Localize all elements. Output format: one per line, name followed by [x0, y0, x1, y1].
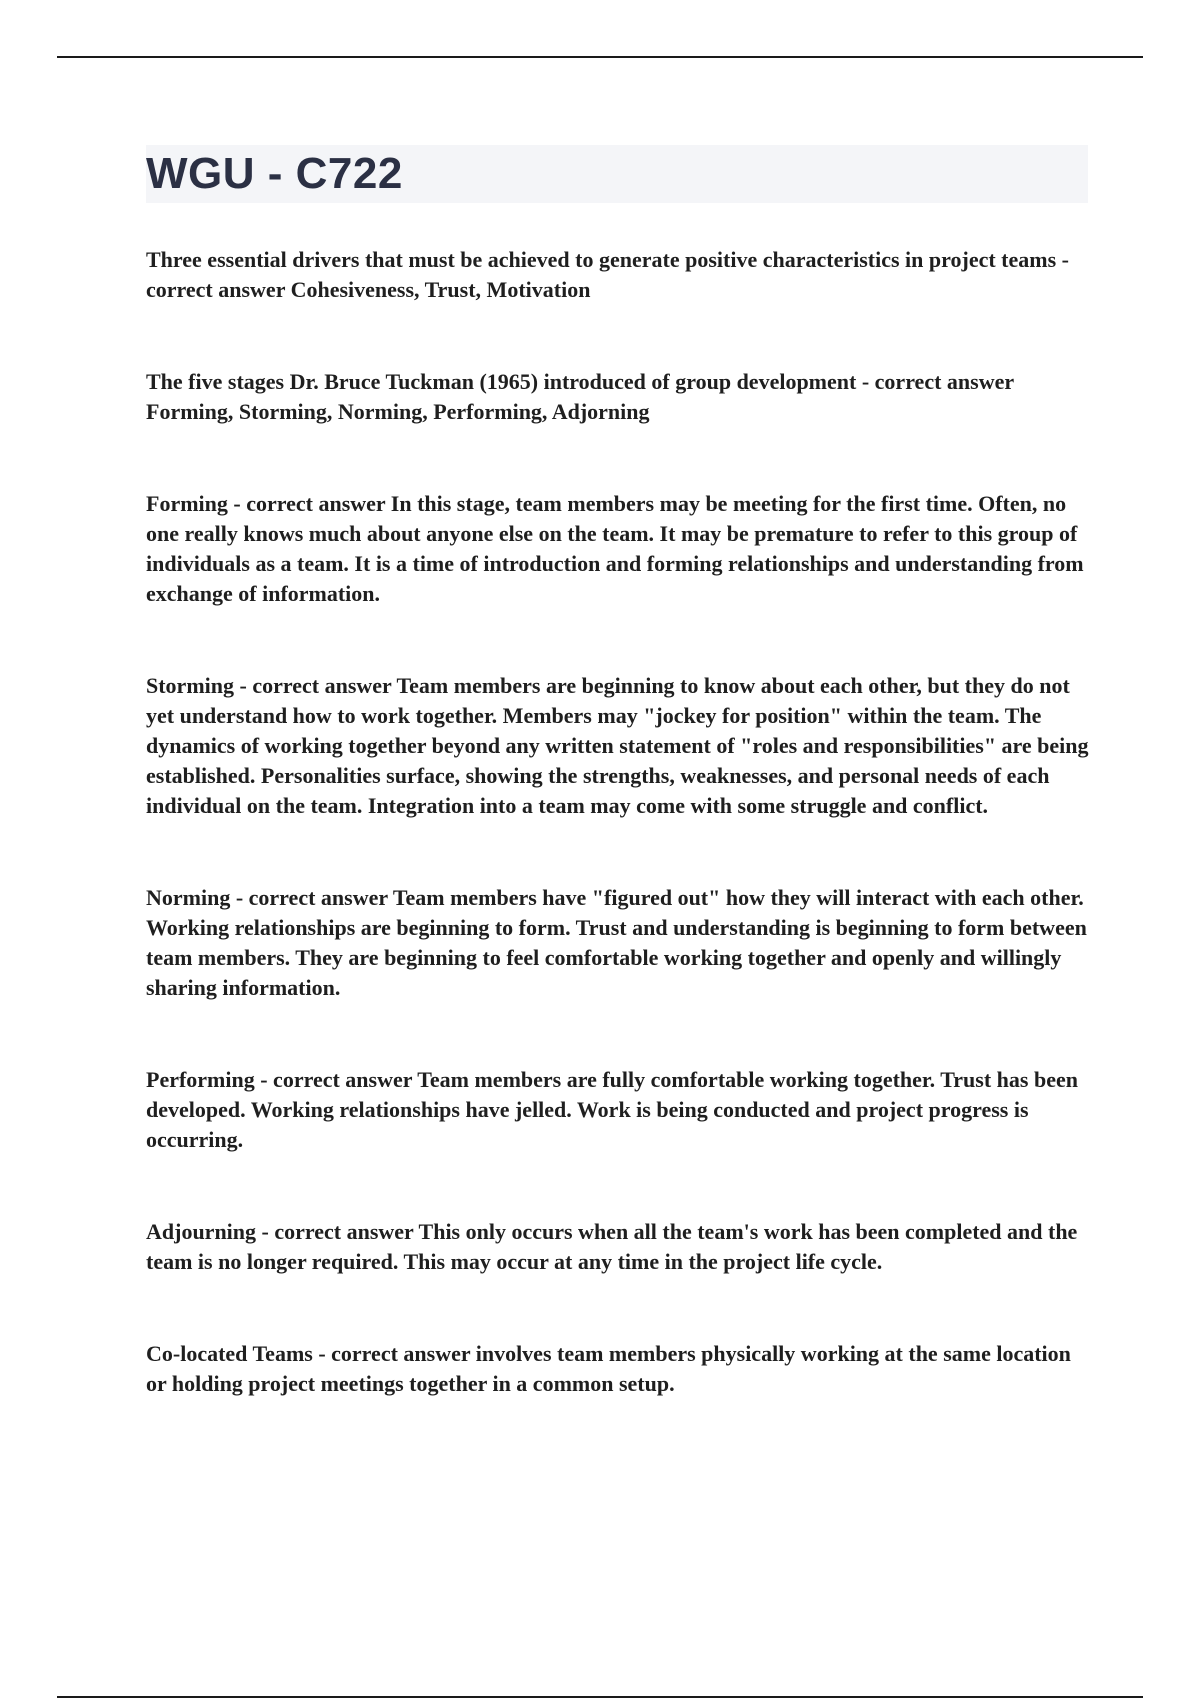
qa-entry-drivers: Three essential drivers that must be achieved to generate positive characteristics in project teams - correct answer Cohesiveness, Trust, Motivation [146, 247, 1069, 302]
qa-entry-norming: Norming - correct answer Team members have "figured out" how they will interact with each other. Working relationships are beginning to form. Trust and understanding is beginning to form between team members. They are beginning to feel comfortable working together and openly and willingly sharing information. [146, 885, 1087, 1000]
qa-entry-forming: Forming - correct answer In this stage, team members may be meeting for the first time. Often, no one really knows much about anyone else on the team. It may be premature to refer to this group of individuals as a team. It is a time of introduction and forming relationships and understanding from exchange of information. [146, 491, 1084, 606]
qa-list [146, 245, 1090, 1461]
bottom-divider [57, 1696, 1143, 1698]
qa-entry-tuckman-stages: The five stages Dr. Bruce Tuckman (1965) introduced of group development - correct answer Forming, Storming, Norming, Performing, Adjorning [146, 369, 1014, 424]
qa-entry-storming: Storming - correct answer Team members are beginning to know about each other, but they do not yet understand how to work together. Members may "jockey for position" within the team. The dynamics of working together beyond any written statement of "roles and responsibilities" are being established. Personalities surface, showing the strengths, weaknesses, and personal needs of each individual on the team. Integration into a team may come with some struggle and conflict. [146, 673, 1089, 818]
qa-entry-adjourning: Adjourning - correct answer This only occurs when all the team's work has been completed and the team is no longer required. This may occur at any time in the project life cycle. [146, 1219, 1078, 1274]
qa-entry-co-located-teams: Co-located Teams - correct answer involves team members physically working at the same location or holding project meetings together in a common setup. [146, 1341, 1071, 1396]
qa-entry-performing: Performing - correct answer Team members are fully comfortable working together. Trust has been developed. Working relationships have jelled. Work is being conducted and project progress is occurring. [146, 1067, 1078, 1152]
page-title: WGU - C722 [146, 149, 403, 198]
title-banner [146, 145, 1088, 203]
top-divider [57, 56, 1143, 58]
